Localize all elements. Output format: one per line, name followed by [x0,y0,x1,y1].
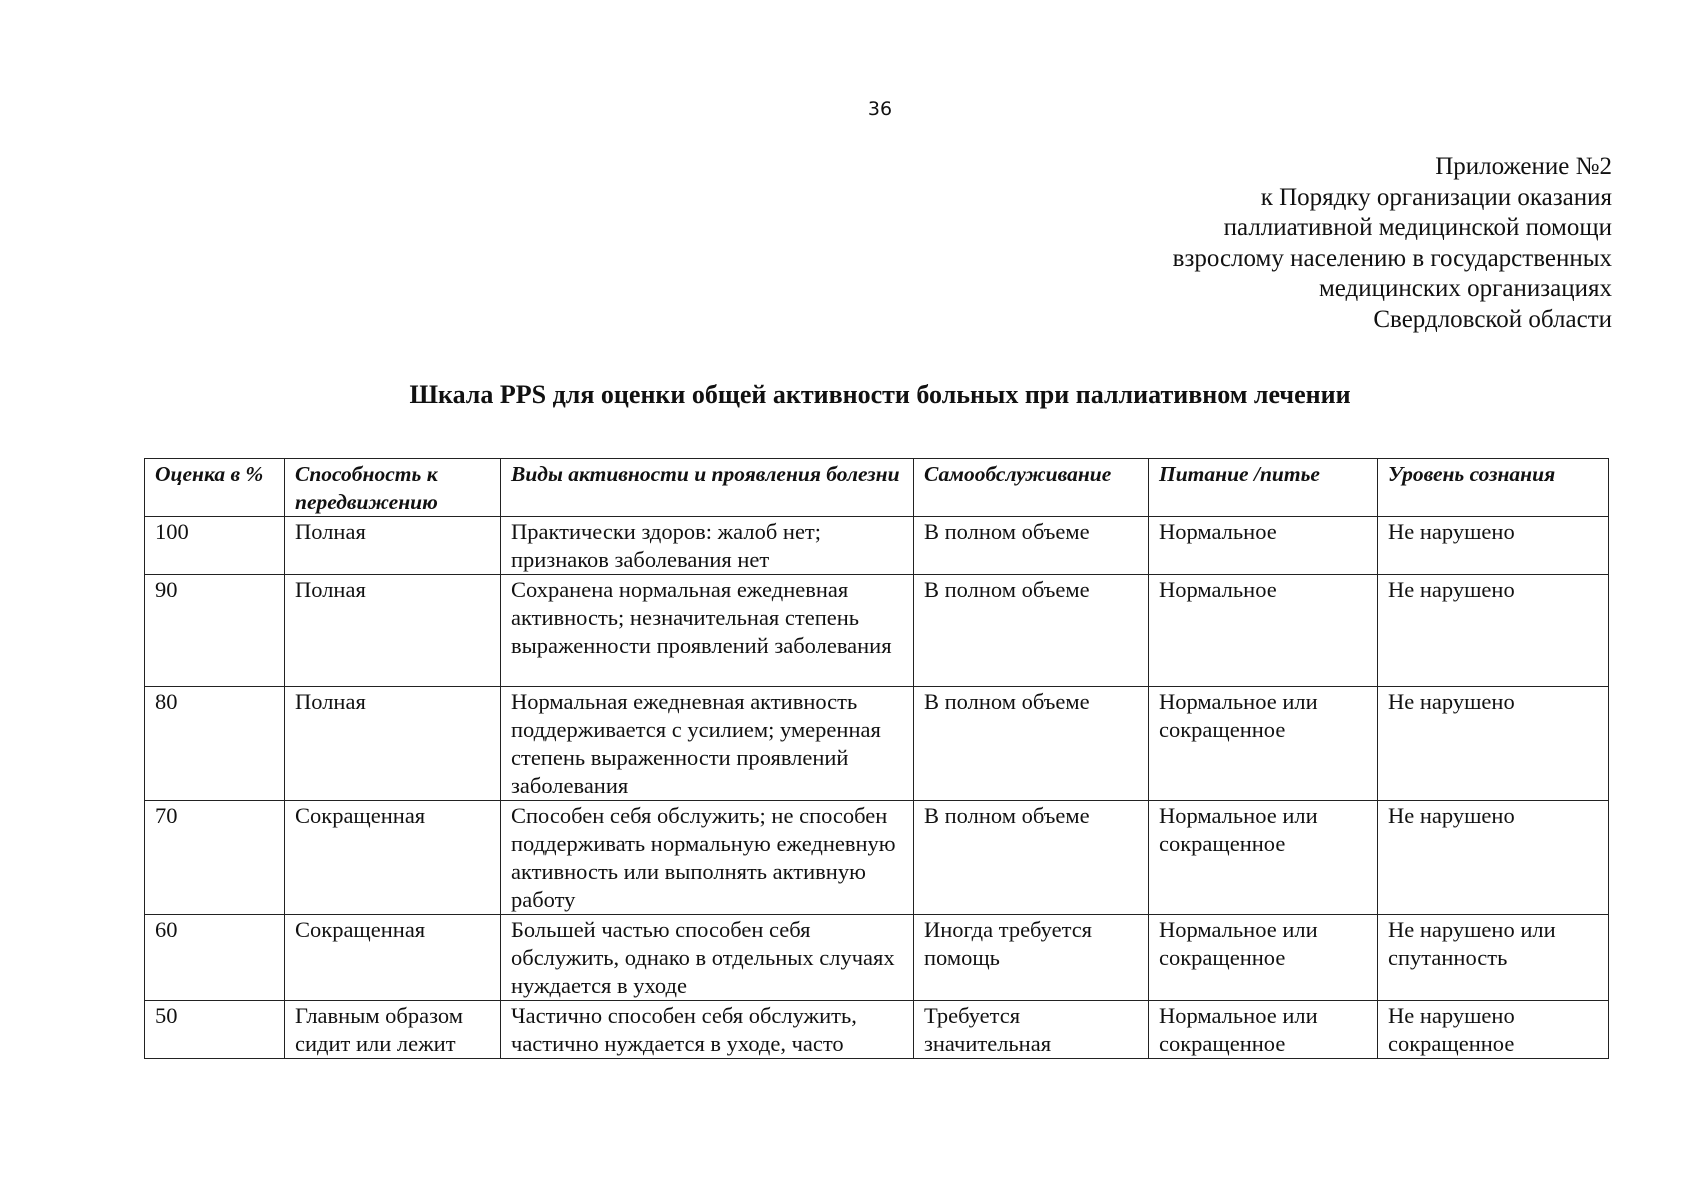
cell-consciousness: Не нарушено сокращенное [1378,1001,1609,1059]
table-row [145,687,1609,801]
cell-mobility: Главным образом сидит или лежит [285,1001,501,1059]
cell-consciousness: Не нарушено или спутанность [1378,915,1609,1001]
table-header-row [145,459,1609,517]
cell-intake: Нормальное [1149,517,1378,575]
cell-activity: Частично способен себя обслужить, частично нуждается в уходе, часто [501,1001,914,1059]
cell-mobility: Сокращенная [285,915,501,1001]
header-score: Оценка в % [145,459,285,517]
table-row [145,1001,1609,1059]
cell-score: 90 [145,575,285,687]
cell-consciousness: Не нарушено [1378,687,1609,801]
cell-activity: Сохранена нормальная ежедневная активность; незначительная степень выраженности проявлений заболевания [501,575,914,687]
cell-mobility: Полная [285,575,501,687]
table-row [145,575,1609,687]
cell-intake: Нормальное [1149,575,1378,687]
cell-self-care: В полном объеме [914,517,1149,575]
cell-consciousness: Не нарушено [1378,517,1609,575]
appendix-line: к Порядку организации оказания [1260,183,1612,211]
cell-intake: Нормальное или сокращенное [1149,801,1378,915]
header-self-care: Самообслуживание [914,459,1149,517]
table-row [145,915,1609,1001]
cell-mobility: Полная [285,517,501,575]
cell-score: 80 [145,687,285,801]
cell-self-care: Иногда требуется помощь [914,915,1149,1001]
header-mobility: Способность к передвижению [285,459,501,517]
cell-mobility: Полная [285,687,501,801]
appendix-line: паллиативной медицинской помощи [1223,214,1612,241]
cell-score: 100 [145,517,285,575]
appendix-block [812,152,1612,335]
cell-self-care: В полном объеме [914,575,1149,687]
appendix-line: взрослому населению в государственных [1172,244,1612,272]
cell-self-care: В полном объеме [914,687,1149,801]
header-intake: Питание /питье [1149,459,1378,517]
page-number: 36 [867,98,893,120]
document-title: Шкала PPS для оценки общей активности больных при паллиативном лечении [409,380,1351,409]
cell-consciousness: Не нарушено [1378,801,1609,915]
cell-consciousness: Не нарушено [1378,575,1609,687]
header-activity: Виды активности и проявления болезни [501,459,914,517]
table-row [145,517,1609,575]
cell-self-care: В полном объеме [914,801,1149,915]
cell-intake: Нормальное или сокращенное [1149,915,1378,1001]
table-row [145,801,1609,915]
cell-score: 70 [145,801,285,915]
appendix-line: Приложение №2 [1435,153,1612,180]
cell-intake: Нормальное или сокращенное [1149,687,1378,801]
cell-activity: Способен себя обслужить; не способен поддерживать нормальную ежедневную активность или выполнять активную работу [501,801,914,915]
appendix-line: медицинских организациях [1318,275,1612,302]
cell-activity: Практически здоров: жалоб нет; признаков заболевания нет [501,517,914,575]
header-consciousness: Уровень сознания [1378,459,1609,517]
cell-self-care: Требуется значительная [914,1001,1149,1059]
cell-activity: Нормальная ежедневная активность поддерживается с усилием; умеренная степень выраженности проявлений заболевания [501,687,914,801]
cell-intake: Нормальное или сокращенное [1149,1001,1378,1059]
cell-activity: Большей частью способен себя обслужить, однако в отдельных случаях нуждается в уходе [501,915,914,1001]
cell-score: 50 [145,1001,285,1059]
appendix-line: Свердловской области [1373,305,1612,333]
pps-scale-table [144,458,1609,1059]
cell-score: 60 [145,915,285,1001]
cell-mobility: Сокращенная [285,801,501,915]
